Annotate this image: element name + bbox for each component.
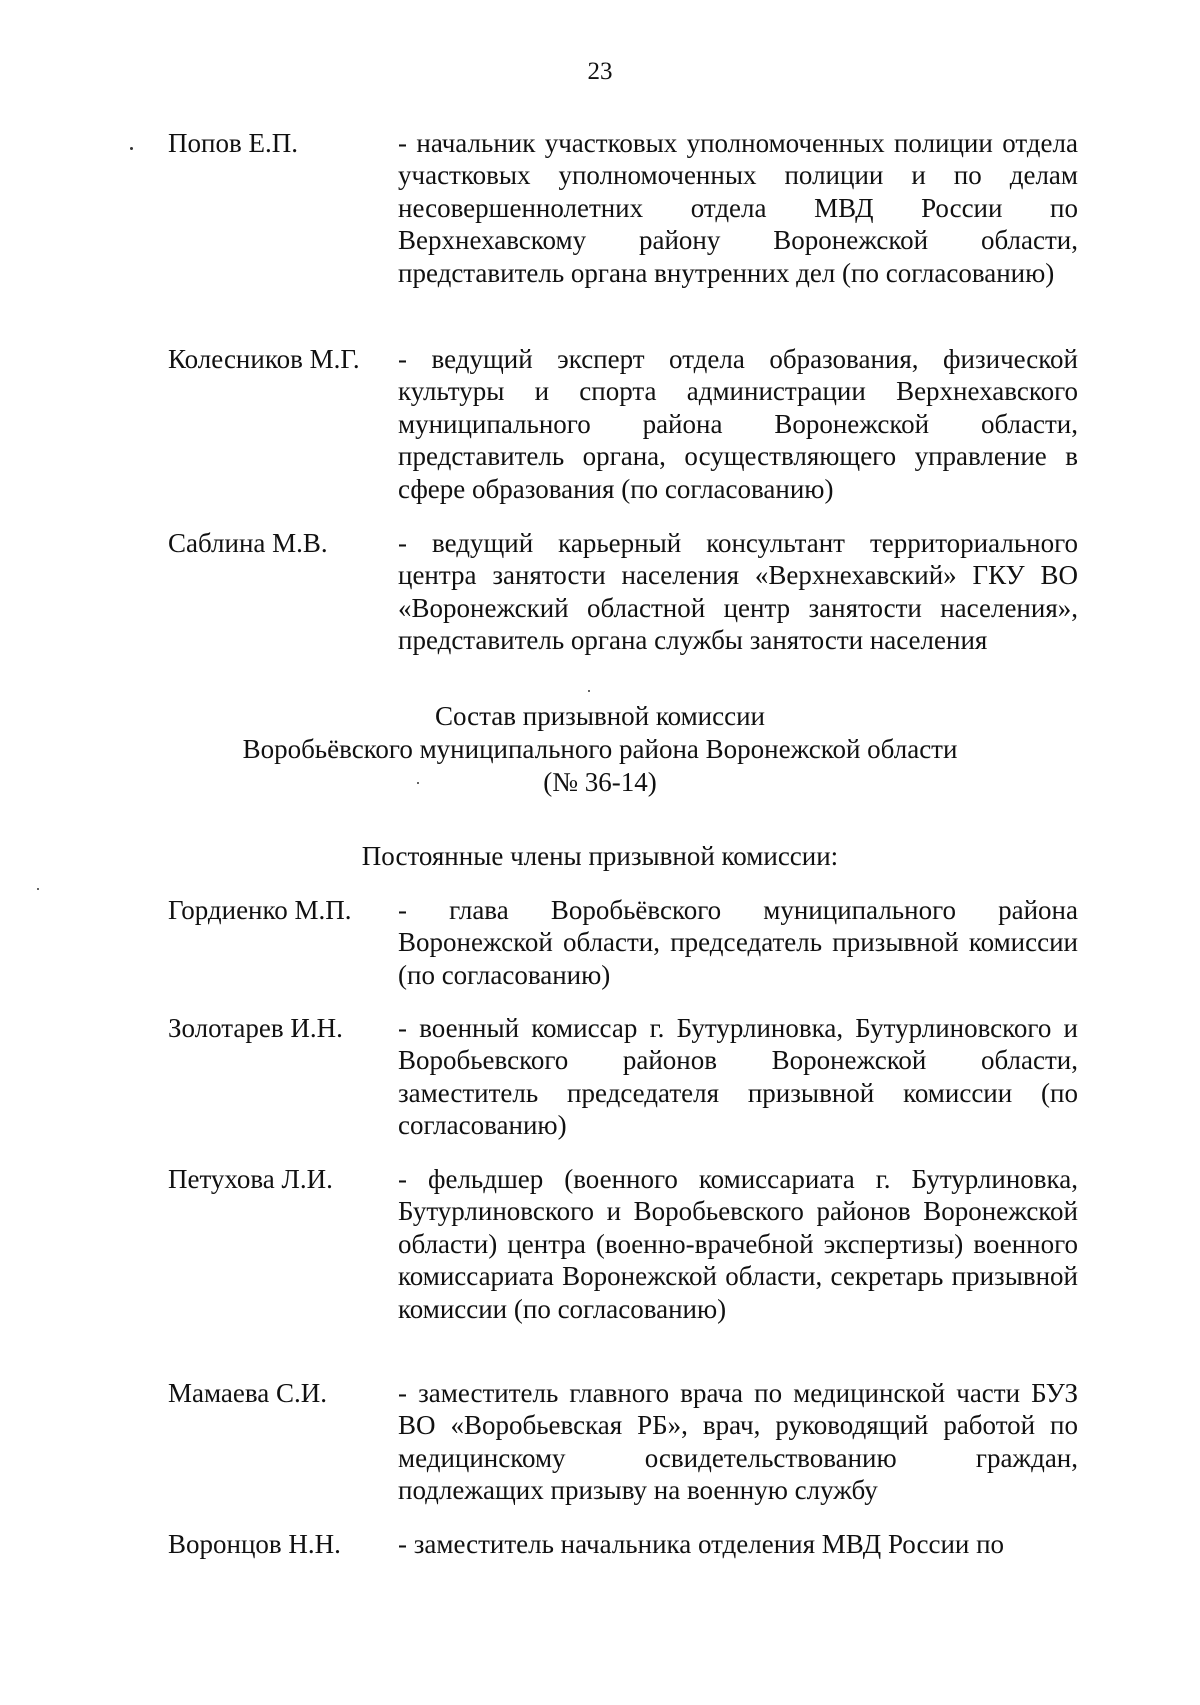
section-subtitle: Постоянные члены призывной комиссии: [361,841,839,871]
member-name: Гордиенко М.П. [168,895,352,925]
page-number: 23 [587,58,613,85]
member-description: - глава Воробьёвского муниципального района Воронежской области, председатель призывной комиссии (по согласованию) [398,895,1078,990]
member-description: - ведущий эксперт отдела образования, физической культуры и спорта администрации Верхнехавского муниципального района Воронежской области, представитель органа, осуществляющего управление в сфере образования (по согласованию) [398,344,1078,504]
member-name: Попов Е.П. [168,128,298,158]
member-description: - начальник участковых уполномоченных полиции отдела участковых уполномоченных полиции и по делам несовершеннолетних отдела МВД России по Верхнехавскому району Воронежской области, представитель органа внутренних дел (по согласованию) [398,128,1078,288]
scan-speck [588,690,590,692]
scan-speck [130,147,133,150]
member-name: Колесников М.Г. [168,344,360,374]
scan-speck [37,888,39,890]
member-name: Золотарев И.Н. [168,1013,343,1043]
member-description: - ведущий карьерный консультант территориального центра занятости населения «Верхнехавский» ГКУ ВО «Воронежский областной центр занятости населения», представитель органа службы занятости населения [398,528,1078,656]
member-name: Петухова Л.И. [168,1164,333,1194]
section-title-line2: Воробьёвского муниципального района Воронежской области [242,734,958,764]
member-name: Воронцов Н.Н. [168,1529,341,1559]
member-description: - заместитель главного врача по медицинской части БУЗ ВО «Воробьевская РБ», врач, руководящий работой по медицинскому освидетельствованию граждан, подлежащих призыву на военную службу [398,1378,1078,1506]
section-title-line1: Состав призывной комиссии [434,701,765,731]
member-description: - фельдшер (военного комиссариата г. Бутурлиновка, Бутурлиновского и Воробьевского районов Воронежской области) центра (военно-врачебной экспертизы) военного комиссариата Воронежской области, секретарь призывной комиссии (по согласованию) [398,1164,1078,1324]
section-title-line3: (№ 36-14) [543,767,657,797]
member-description: - военный комиссар г. Бутурлиновка, Бутурлиновского и Воробьевского районов Воронежской области, заместитель председателя призывной комиссии (по согласованию) [398,1013,1078,1141]
member-name: Саблина М.В. [168,528,328,558]
member-description: - заместитель начальника отделения МВД России по [398,1529,1005,1559]
member-name: Мамаева С.И. [168,1378,327,1408]
